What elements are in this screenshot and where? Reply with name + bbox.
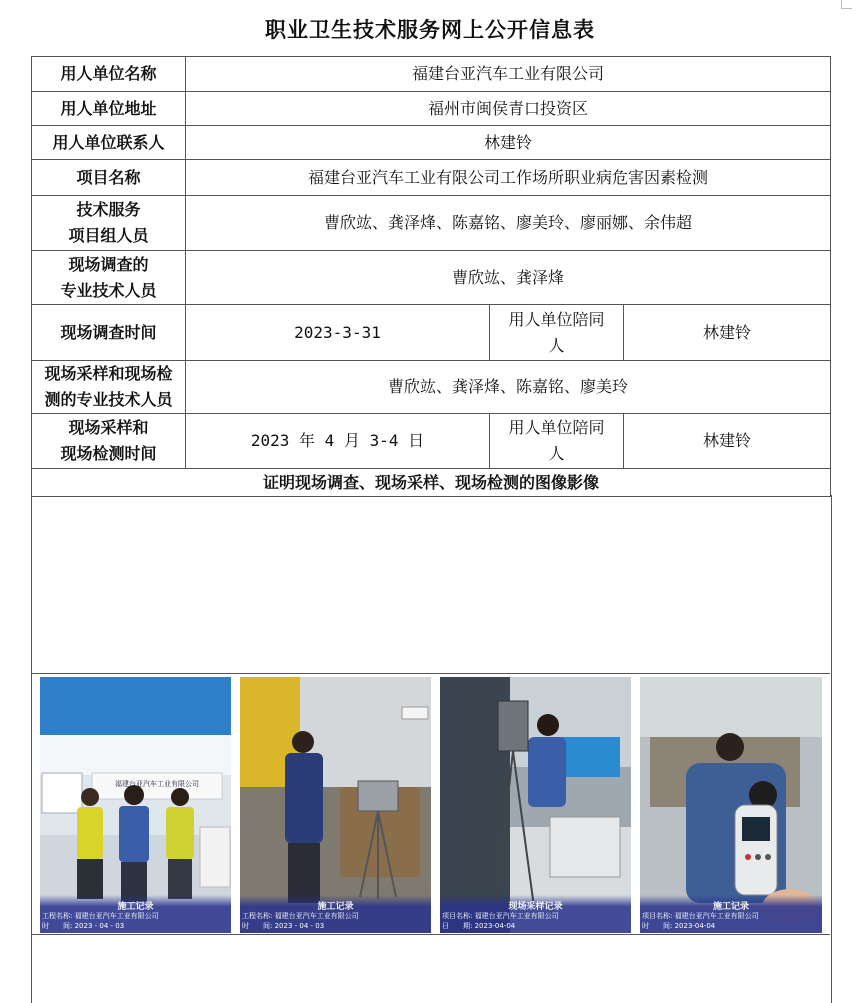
caption-title: 现场采样记录 <box>508 902 563 912</box>
table-row <box>32 196 831 251</box>
caption-line: 时 间: 2023 - 04 - 03 <box>42 922 125 930</box>
unit-contact-value: 林建铃 <box>186 126 831 160</box>
info-table <box>31 56 831 497</box>
sampling-time-label <box>32 414 186 469</box>
label-line: 现场调查的 <box>68 254 149 274</box>
caption-line: 时 间: 2023-04-04 <box>642 922 716 930</box>
caption-line: 日 期: 2023-04-04 <box>442 922 516 930</box>
project-team-value: 曹欣竑、龚泽烽、陈嘉铭、廖美玲、廖丽娜、余伟超 <box>186 196 831 251</box>
table-row <box>32 57 831 92</box>
site-photo-1 <box>40 677 231 933</box>
site-photo-4 <box>640 677 822 933</box>
caption-line: 工程名称: 福建台亚汽车工业有限公司 <box>42 912 159 920</box>
survey-staff-value: 曹欣竑、龚泽烽 <box>186 251 831 305</box>
label-line: 现场采样和现场检 <box>44 364 173 383</box>
photo-1-sign: 福建台亚汽车工业有限公司 <box>115 780 199 788</box>
label-line: 人 <box>548 444 565 463</box>
divider <box>31 673 830 674</box>
sampling-companion-label <box>490 414 624 469</box>
caption-line: 时 间: 2023 - 04 - 03 <box>242 922 325 930</box>
table-row <box>32 305 831 361</box>
label-line: 用人单位陪同 <box>508 418 605 437</box>
site-photo-2 <box>240 677 431 933</box>
sampling-companion-value: 林建铃 <box>624 414 831 469</box>
page-title: 职业卫生技术服务网上公开信息表 <box>265 18 595 42</box>
label-line: 现场检测时间 <box>60 444 157 463</box>
unit-address-value: 福州市闽侯青口投资区 <box>186 92 831 126</box>
table-row <box>32 92 831 126</box>
label-line: 人 <box>548 335 565 355</box>
survey-time-label: 现场调查时间 <box>32 305 186 361</box>
unit-name-label: 用人单位名称 <box>32 57 186 92</box>
caption-title: 施工记录 <box>317 902 354 912</box>
caption-title: 施工记录 <box>712 902 749 912</box>
caption-line: 项目名称: 福建台亚汽车工业有限公司 <box>442 912 559 920</box>
photo-3-caption <box>440 895 631 933</box>
project-name-label: 项目名称 <box>32 160 186 196</box>
unit-name-value: 福建台亚汽车工业有限公司 <box>186 57 831 92</box>
table-row <box>32 361 831 414</box>
images-section-header: 证明现场调查、现场采样、现场检测的图像影像 <box>32 469 831 497</box>
table-row <box>32 414 831 469</box>
label-line: 测的专业技术人员 <box>44 390 173 409</box>
unit-contact-label: 用人单位联系人 <box>32 126 186 160</box>
unit-address-label: 用人单位地址 <box>32 92 186 126</box>
table-row <box>32 126 831 160</box>
project-name-value: 福建台亚汽车工业有限公司工作场所职业病危害因素检测 <box>186 160 831 196</box>
label-line: 用人单位陪同 <box>508 309 605 329</box>
label-line: 专业技术人员 <box>60 280 157 300</box>
table-row <box>32 251 831 305</box>
table-row <box>32 469 831 497</box>
caption-line: 工程名称: 福建台亚汽车工业有限公司 <box>242 912 359 920</box>
site-photo-3 <box>440 677 631 933</box>
photo-2-caption <box>240 895 431 933</box>
photo-1-caption <box>40 895 231 933</box>
label-line: 现场采样和 <box>68 418 149 437</box>
caption-line: 项目名称: 福建台亚汽车工业有限公司 <box>642 912 759 920</box>
page-corner-mark <box>841 0 852 9</box>
divider <box>31 934 830 935</box>
label-line: 技术服务 <box>76 200 141 219</box>
sampling-staff-label <box>32 361 186 414</box>
caption-title: 施工记录 <box>117 902 154 912</box>
sampling-staff-value: 曹欣竑、龚泽烽、陈嘉铭、廖美玲 <box>186 361 831 414</box>
survey-staff-label <box>32 251 186 305</box>
survey-time-value: 2023-3-31 <box>186 305 490 361</box>
survey-companion-label <box>490 305 624 361</box>
sampling-time-value: 2023 年 4 月 3-4 日 <box>186 414 490 469</box>
label-line: 项目组人员 <box>68 226 149 245</box>
photo-4-caption <box>640 895 822 933</box>
table-row <box>32 160 831 196</box>
project-team-label <box>32 196 186 251</box>
survey-companion-value: 林建铃 <box>624 305 831 361</box>
